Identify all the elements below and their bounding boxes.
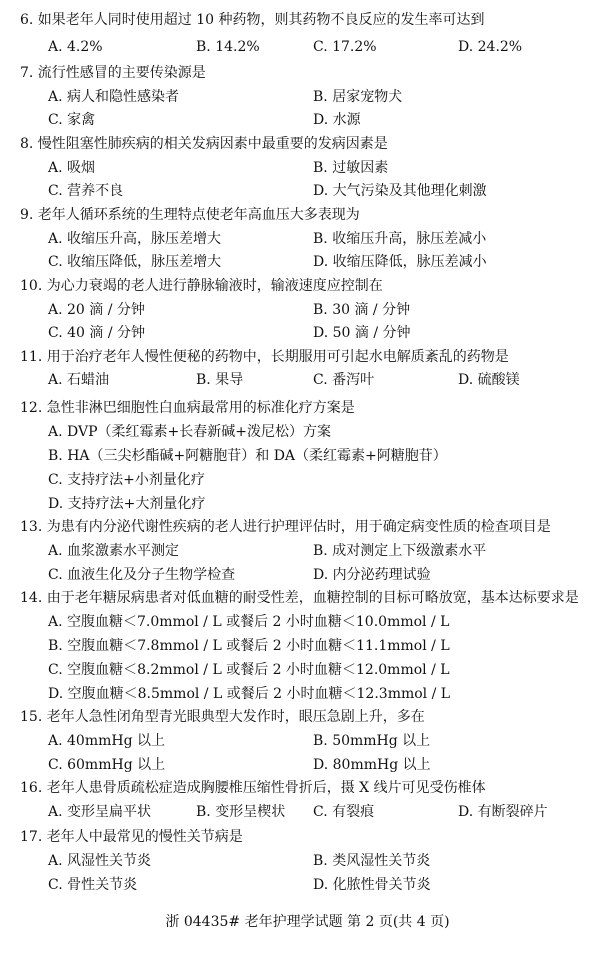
question-stem: 11. 用于治疗老年人慢性便秘的药物中，长期服用可引起水电解质紊乱的药物是 [20,349,509,365]
option-c: C. 血液生化及分子生物学检查 [48,567,236,583]
question-stem: 8. 慢性阻塞性肺疾病的相关发病因素中最重要的发病因素是 [20,136,388,152]
question-stem: 17. 老年人中最常见的慢性关节病是 [20,829,243,845]
question-stem: 14. 由于老年糖尿病患者对低血糖的耐受性差，血糖控制的目标可略放宽，基本达标要求是 [20,590,579,606]
option-c: C. 支持疗法+小剂量化疗 [48,472,205,488]
option-c: C. 番泻叶 [313,372,375,388]
option-c: C. 60mmHg 以上 [48,757,166,773]
option-a: A. 血浆激素水平测定 [48,543,180,559]
option-a: A. 收缩压升高，脉压差增大 [48,231,222,247]
option-d: D. 硫酸镁 [458,372,520,388]
question-stem: 9. 老年人循环系统的生理特点使老年高血压大多表现为 [20,207,360,223]
option-a: A. 20 滴 / 分钟 [48,302,145,318]
option-b: B. HA（三尖杉酯碱+阿糖胞苷）和 DA（柔红霉素+阿糖胞苷） [48,448,447,464]
option-d: D. 水源 [313,112,361,128]
option-b: B. 收缩压升高，脉压差减小 [313,231,487,247]
option-a: A. 空腹血糖＜7.0mmol / L 或餐后 2 小时血糖＜10.0mmol / L [48,614,450,630]
option-a: A. 40mmHg 以上 [48,733,165,749]
option-c: C. 有裂痕 [313,804,375,820]
question-stem: 13. 为患有内分泌代谢性疾病的老人进行护理评估时，用于确定病变性质的检查项目是 [20,519,551,535]
question-stem: 15. 老年人急性闭角型青光眼典型大发作时，眼压急剧上升，多在 [20,709,425,725]
option-a: A. 石蜡油 [48,372,110,388]
option-b: B. 30 滴 / 分钟 [313,302,411,318]
option-b: B. 过敏因素 [313,160,389,176]
option-b: B. 果导 [196,372,244,388]
option-c: C. 40 滴 / 分钟 [48,325,145,341]
option-d: D. 支持疗法+大剂量化疗 [48,496,206,512]
option-a: A. 变形呈扁平状 [48,804,152,820]
option-a: A. 吸烟 [48,160,96,176]
question-stem: 16. 老年人患骨质疏松症造成胸腰椎压缩性骨折后，摄 X 线片可见受伤椎体 [20,780,486,796]
option-b: B. 类风湿性关节炎 [313,853,431,869]
question-stem: 7. 流行性感冒的主要传染源是 [20,65,206,81]
option-a: A. 风湿性关节炎 [48,853,152,869]
option-b: B. 变形呈楔状 [196,804,286,820]
option-c: C. 收缩压降低，脉压差增大 [48,254,222,270]
option-c: C. 空腹血糖＜8.2mmol / L 或餐后 2 小时血糖＜12.0mmol / L [48,662,450,678]
question-stem: 10. 为心力衰竭的老人进行静脉输液时，输液速度应控制在 [20,278,383,294]
option-c: C. 营养不良 [48,183,124,199]
option-b: B. 空腹血糖＜7.8mmol / L 或餐后 2 小时血糖＜11.1mmol / L [48,638,450,654]
option-b: B. 50mmHg 以上 [313,733,431,749]
option-d: D. 内分泌药理试验 [313,567,431,583]
option-c: C. 17.2% [313,39,377,55]
option-a: A. DVP（柔红霉素+长春新碱+泼尼松）方案 [48,424,331,440]
option-d: D. 收缩压降低，脉压差减小 [313,254,487,270]
option-a: A. 病人和隐性感染者 [48,89,180,105]
option-d: D. 50 滴 / 分钟 [313,325,411,341]
option-b: B. 居家宠物犬 [313,89,403,105]
option-c: C. 家禽 [48,112,96,128]
option-b: B. 14.2% [196,39,260,55]
option-a: A. 4.2% [48,39,103,55]
option-d: D. 大气污染及其他理化刺激 [313,183,487,199]
option-b: B. 成对测定上下级激素水平 [313,543,487,559]
option-d: D. 80mmHg 以上 [313,757,431,773]
question-stem: 12. 急性非淋巴细胞性白血病最常用的标准化疗方案是 [20,400,355,416]
option-d: D. 有断裂碎片 [458,804,548,820]
option-d: D. 化脓性骨关节炎 [313,877,431,893]
page-footer: 浙 04435# 老年护理学试题 第 2 页(共 4 页) [165,914,450,930]
question-stem: 6. 如果老年人同时使用超过 10 种药物，则其药物不良反应的发生率可达到 [20,12,485,28]
option-d: D. 空腹血糖＜8.5mmol / L 或餐后 2 小时血糖＜12.3mmol / L [48,686,451,702]
option-d: D. 24.2% [458,39,523,55]
option-c: C. 骨性关节炎 [48,877,138,893]
